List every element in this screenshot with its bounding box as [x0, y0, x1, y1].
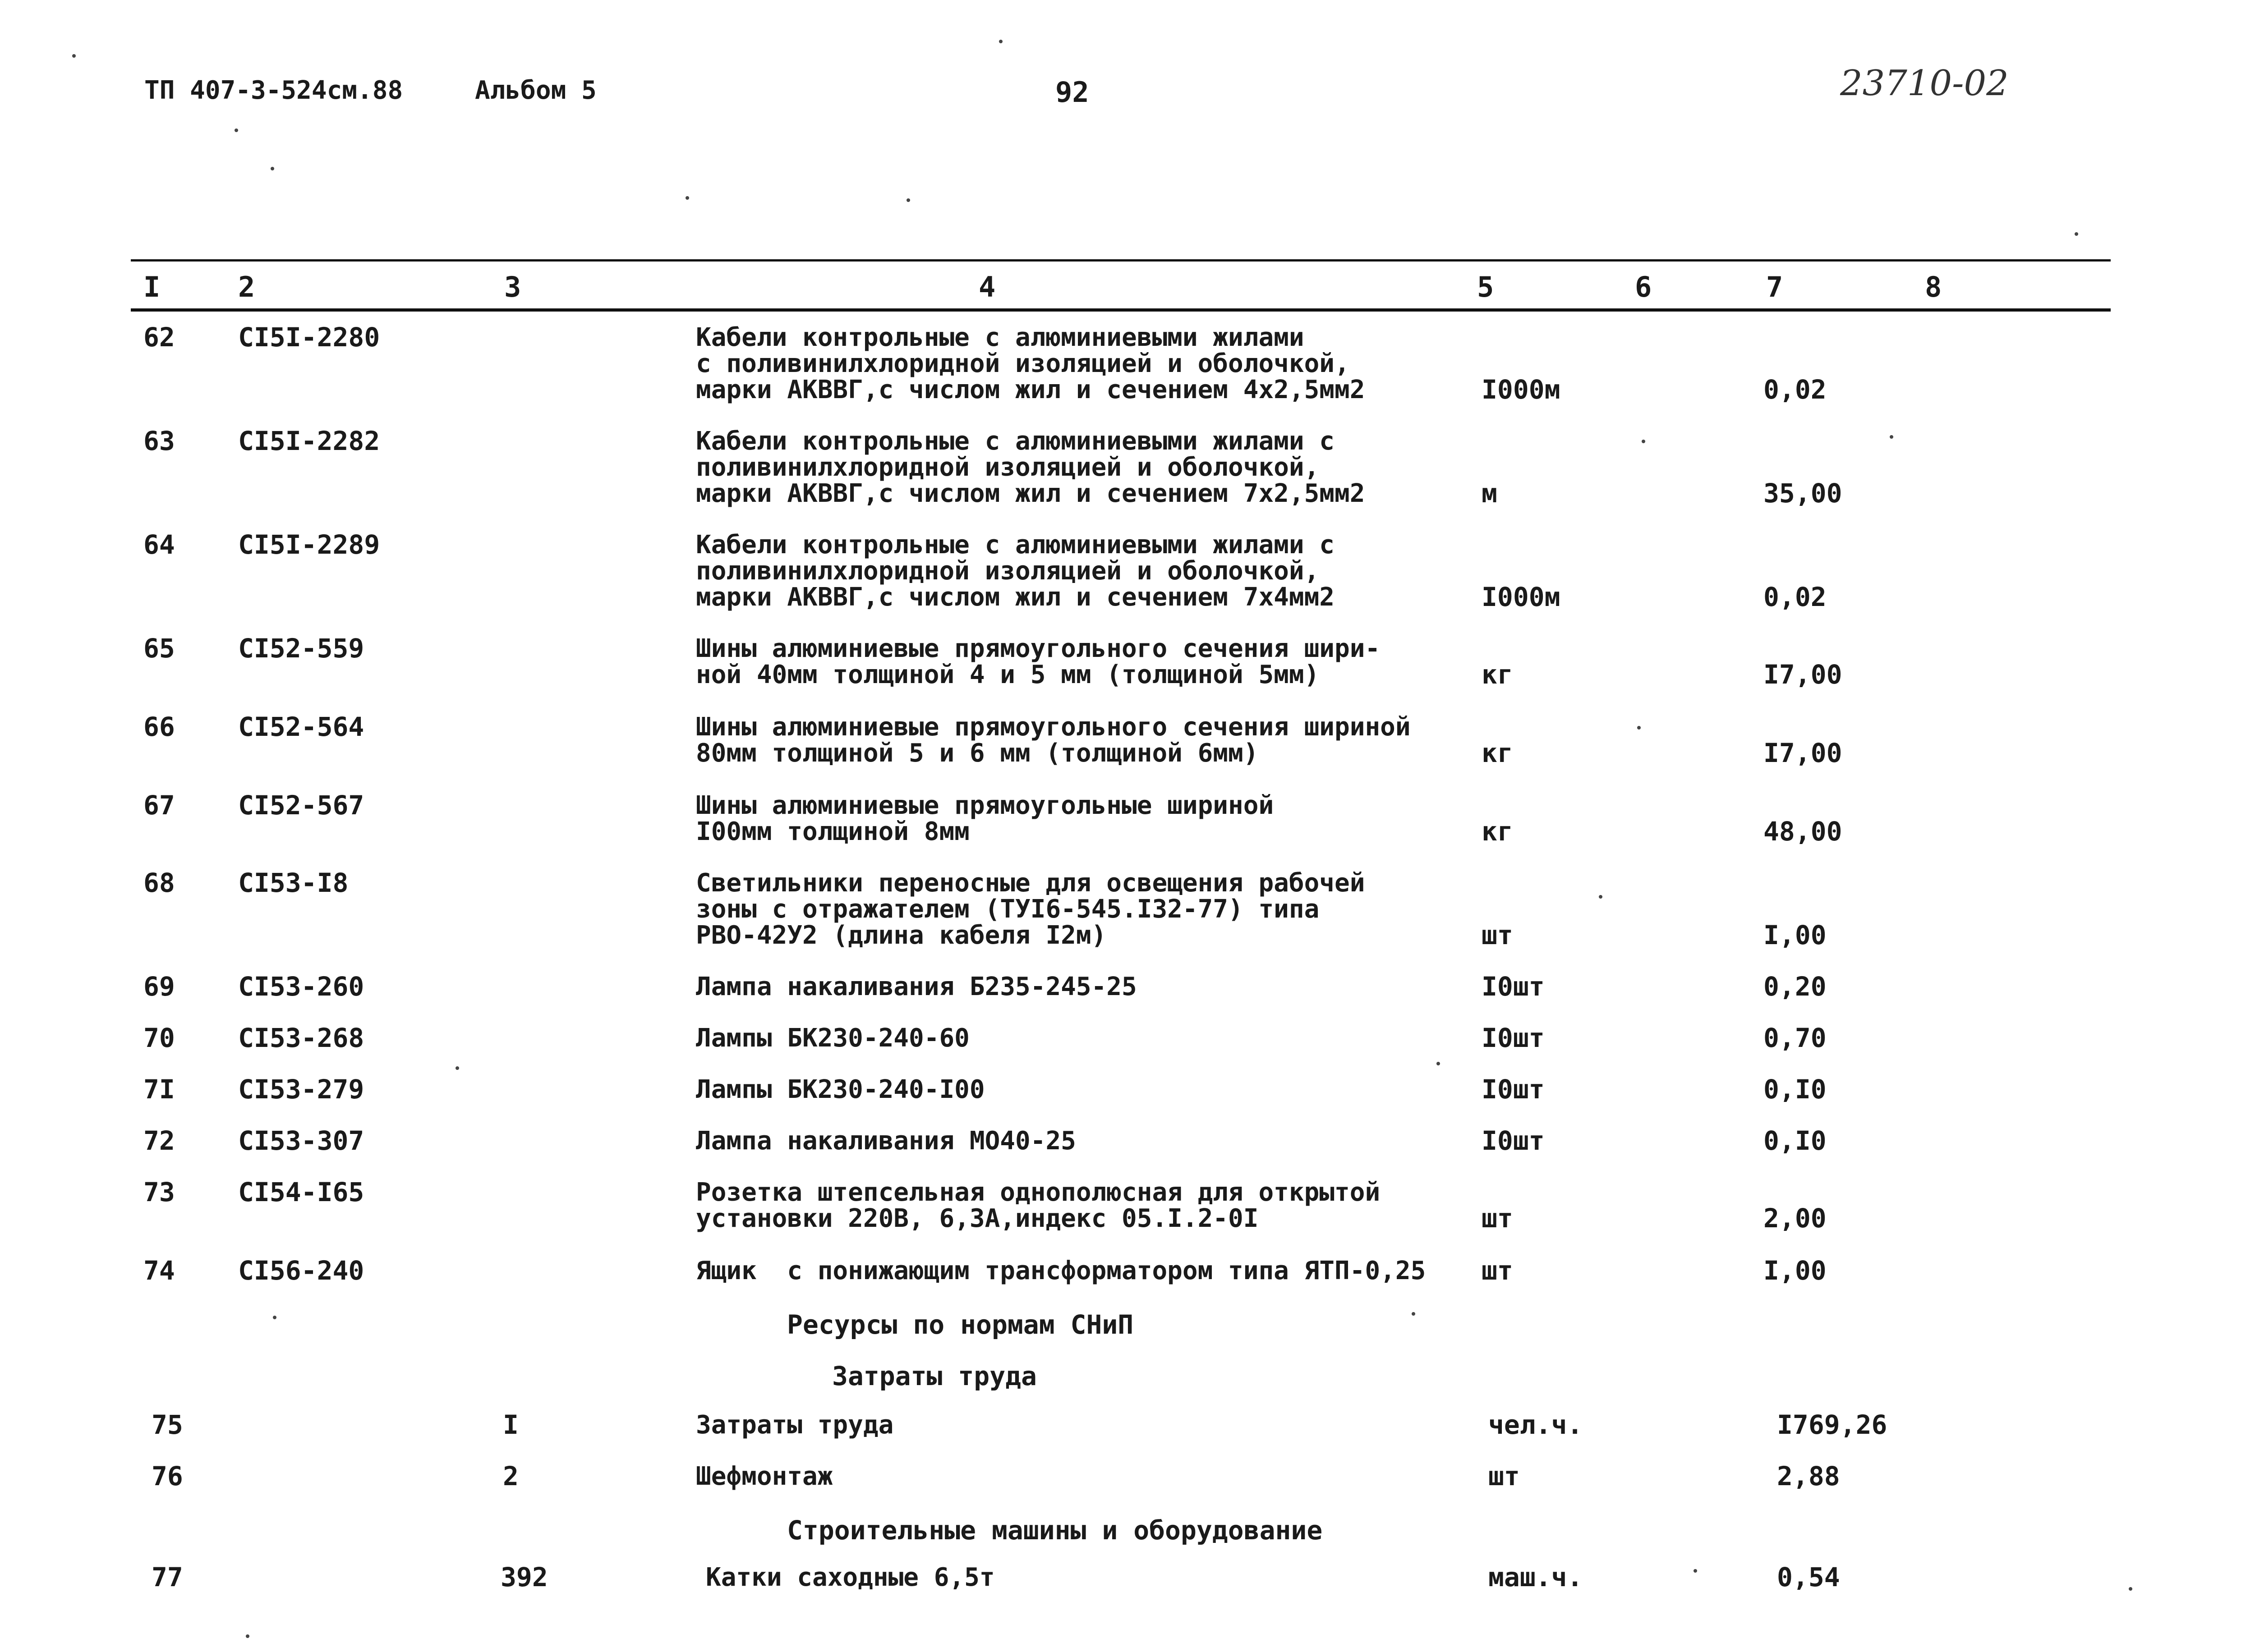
rate-code: СI53-307: [238, 1125, 364, 1156]
table-top-rule: [131, 259, 2111, 262]
quantity: 0,I0: [1763, 1125, 1827, 1156]
row-number: 76: [152, 1461, 183, 1491]
item-description: Шины алюминиевые прямоугольного сечения шири- ной 40мм толщиной 4 и 5 мм (толщиной 5мм): [696, 634, 1381, 689]
unit: шт: [1482, 920, 1513, 950]
row-number: 72: [143, 1125, 175, 1156]
rate-code: СI53-260: [238, 971, 364, 1002]
handwritten-reference: 23710-02: [1840, 63, 2009, 104]
item-description: Лампа накаливания МО40-25: [696, 1126, 1076, 1156]
item-description: Катки саходные 6,5т: [706, 1563, 995, 1592]
scan-speck: [1599, 895, 1602, 899]
scan-speck: [686, 196, 689, 200]
scan-speck: [1412, 1312, 1415, 1316]
rate-code: СI53-279: [238, 1074, 364, 1105]
quantity: I769,26: [1777, 1409, 1887, 1440]
row-number: 73: [143, 1177, 175, 1207]
item-description: Кабели контрольные с алюминиевыми жилами с поливинилхлоридной изоляцией и оболочкой, марки АКВВГ,с числом жил и сечением 7х2,5мм2: [696, 427, 1365, 508]
scan-speck: [246, 1634, 249, 1638]
unit: чел.ч.: [1488, 1409, 1583, 1440]
unit: шт: [1488, 1461, 1520, 1491]
row-number: 7I: [143, 1074, 175, 1105]
scan-speck: [1436, 1062, 1440, 1065]
quantity: I7,00: [1763, 738, 1842, 768]
item-description: Ящик с понижающим трансформатором типа ЯТП-0,25: [696, 1256, 1426, 1285]
row-number: 77: [152, 1562, 183, 1592]
item-description: Кабели контрольные с алюминиевыми жилами с поливинилхлоридной изоляцией и оболочкой, марки АКВВГ,с числом жил и сечением 7х4мм2: [696, 530, 1335, 612]
item-description: Шины алюминиевые прямоугольного сечения шириной 80мм толщиной 5 и 6 мм (толщиной 6мм): [696, 712, 1411, 768]
quantity: 48,00: [1763, 816, 1842, 847]
item-description: Светильники переносные для освещения рабочей зоны с отражателем (ТУI6-545.I32-77) типа РВО-42У2 (длина кабеля I2м): [696, 868, 1365, 950]
section-heading: Затраты труда: [832, 1361, 1037, 1391]
row-number: 68: [143, 867, 175, 898]
item-description: Затраты труда: [696, 1410, 894, 1440]
section-heading: Строительные машины и оборудование: [787, 1515, 1323, 1546]
row-number: 66: [143, 711, 175, 742]
scan-speck: [72, 54, 76, 58]
unit: кг: [1482, 816, 1513, 847]
row-number: 64: [143, 529, 175, 560]
table-header-rule: [131, 308, 2111, 312]
column-header: 3: [504, 271, 521, 303]
scan-speck: [1890, 435, 1893, 439]
unit: шт: [1482, 1255, 1513, 1286]
column-header: 8: [1925, 271, 1942, 303]
page-number: 92: [1055, 76, 1089, 109]
rate-code: СI56-240: [238, 1255, 364, 1286]
unit: I000м: [1482, 374, 1560, 405]
row-number: 65: [143, 633, 175, 664]
column-header: 6: [1635, 271, 1652, 303]
quantity: 0,02: [1763, 582, 1827, 612]
quantity: 2,88: [1777, 1461, 1840, 1491]
row-number: 75: [152, 1409, 183, 1440]
scan-speck: [2129, 1587, 2132, 1591]
scan-speck: [907, 198, 910, 202]
unit: I0шт: [1482, 1125, 1545, 1156]
item-description: Лампа накаливания Б235-245-25: [696, 972, 1137, 1001]
scan-speck: [456, 1066, 459, 1070]
unit: I0шт: [1482, 971, 1545, 1002]
rate-code: СI52-567: [238, 790, 364, 821]
quantity: I,00: [1763, 1255, 1827, 1286]
document-code: ТП 407-3-524см.88: [144, 76, 403, 105]
rate-code: СI5I-2280: [238, 322, 380, 353]
scan-speck: [1642, 440, 1645, 443]
column-header: 5: [1477, 271, 1494, 303]
rate-code: СI53-I8: [238, 867, 349, 898]
unit: кг: [1482, 738, 1513, 768]
scan-speck: [271, 167, 274, 170]
unit: кг: [1482, 659, 1513, 690]
scan-speck: [1637, 726, 1641, 730]
row-number: 67: [143, 790, 175, 821]
unit: I0шт: [1482, 1023, 1545, 1053]
quantity: 0,54: [1777, 1562, 1840, 1592]
rate-code: СI5I-2282: [238, 426, 380, 456]
unit: маш.ч.: [1488, 1562, 1583, 1592]
resource-code: 2: [503, 1461, 519, 1491]
row-number: 70: [143, 1023, 175, 1053]
resource-code: I: [503, 1409, 519, 1440]
quantity: 0,70: [1763, 1023, 1827, 1053]
unit: I0шт: [1482, 1074, 1545, 1105]
row-number: 62: [143, 322, 175, 353]
item-description: Лампы БК230-240-60: [696, 1023, 970, 1053]
column-header: 4: [979, 271, 996, 303]
quantity: 35,00: [1763, 478, 1842, 509]
column-header: 7: [1766, 271, 1783, 303]
rate-code: СI52-559: [238, 633, 364, 664]
column-header: 2: [238, 271, 255, 303]
row-number: 74: [143, 1255, 175, 1286]
section-heading: Ресурсы по нормам СНиП: [787, 1309, 1134, 1340]
quantity: 0,20: [1763, 971, 1827, 1002]
rate-code: СI52-564: [238, 711, 364, 742]
column-header: I: [143, 271, 161, 303]
item-description: Розетка штепсельная однополюсная для открытой установки 220В, 6,3А,индекс 05.I.2-0I: [696, 1178, 1381, 1233]
row-number: 69: [143, 971, 175, 1002]
rate-code: СI5I-2289: [238, 529, 380, 560]
quantity: I7,00: [1763, 659, 1842, 690]
album-label: Альбом 5: [475, 76, 597, 105]
quantity: 0,02: [1763, 374, 1827, 405]
resource-code: 392: [501, 1562, 548, 1592]
unit: шт: [1482, 1203, 1513, 1234]
quantity: I,00: [1763, 920, 1827, 950]
scan-speck: [2075, 232, 2078, 236]
scan-speck: [235, 128, 238, 132]
scan-speck: [999, 40, 1003, 43]
quantity: 0,I0: [1763, 1074, 1827, 1105]
scan-speck: [1694, 1569, 1697, 1573]
item-description: Шины алюминиевые прямоугольные шириной I00мм толщиной 8мм: [696, 791, 1274, 846]
quantity: 2,00: [1763, 1203, 1827, 1234]
unit: м: [1482, 478, 1497, 509]
unit: I000м: [1482, 582, 1560, 612]
rate-code: СI54-I65: [238, 1177, 364, 1207]
item-description: Лампы БК230-240-I00: [696, 1075, 985, 1104]
item-description: Шефмонтаж: [696, 1462, 833, 1491]
rate-code: СI53-268: [238, 1023, 364, 1053]
row-number: 63: [143, 426, 175, 456]
scan-speck: [273, 1316, 276, 1319]
item-description: Кабели контрольные с алюминиевыми жилами с поливинилхлоридной изоляцией и оболочкой, марки АКВВГ,с числом жил и сечением 4х2,5мм2: [696, 323, 1365, 404]
